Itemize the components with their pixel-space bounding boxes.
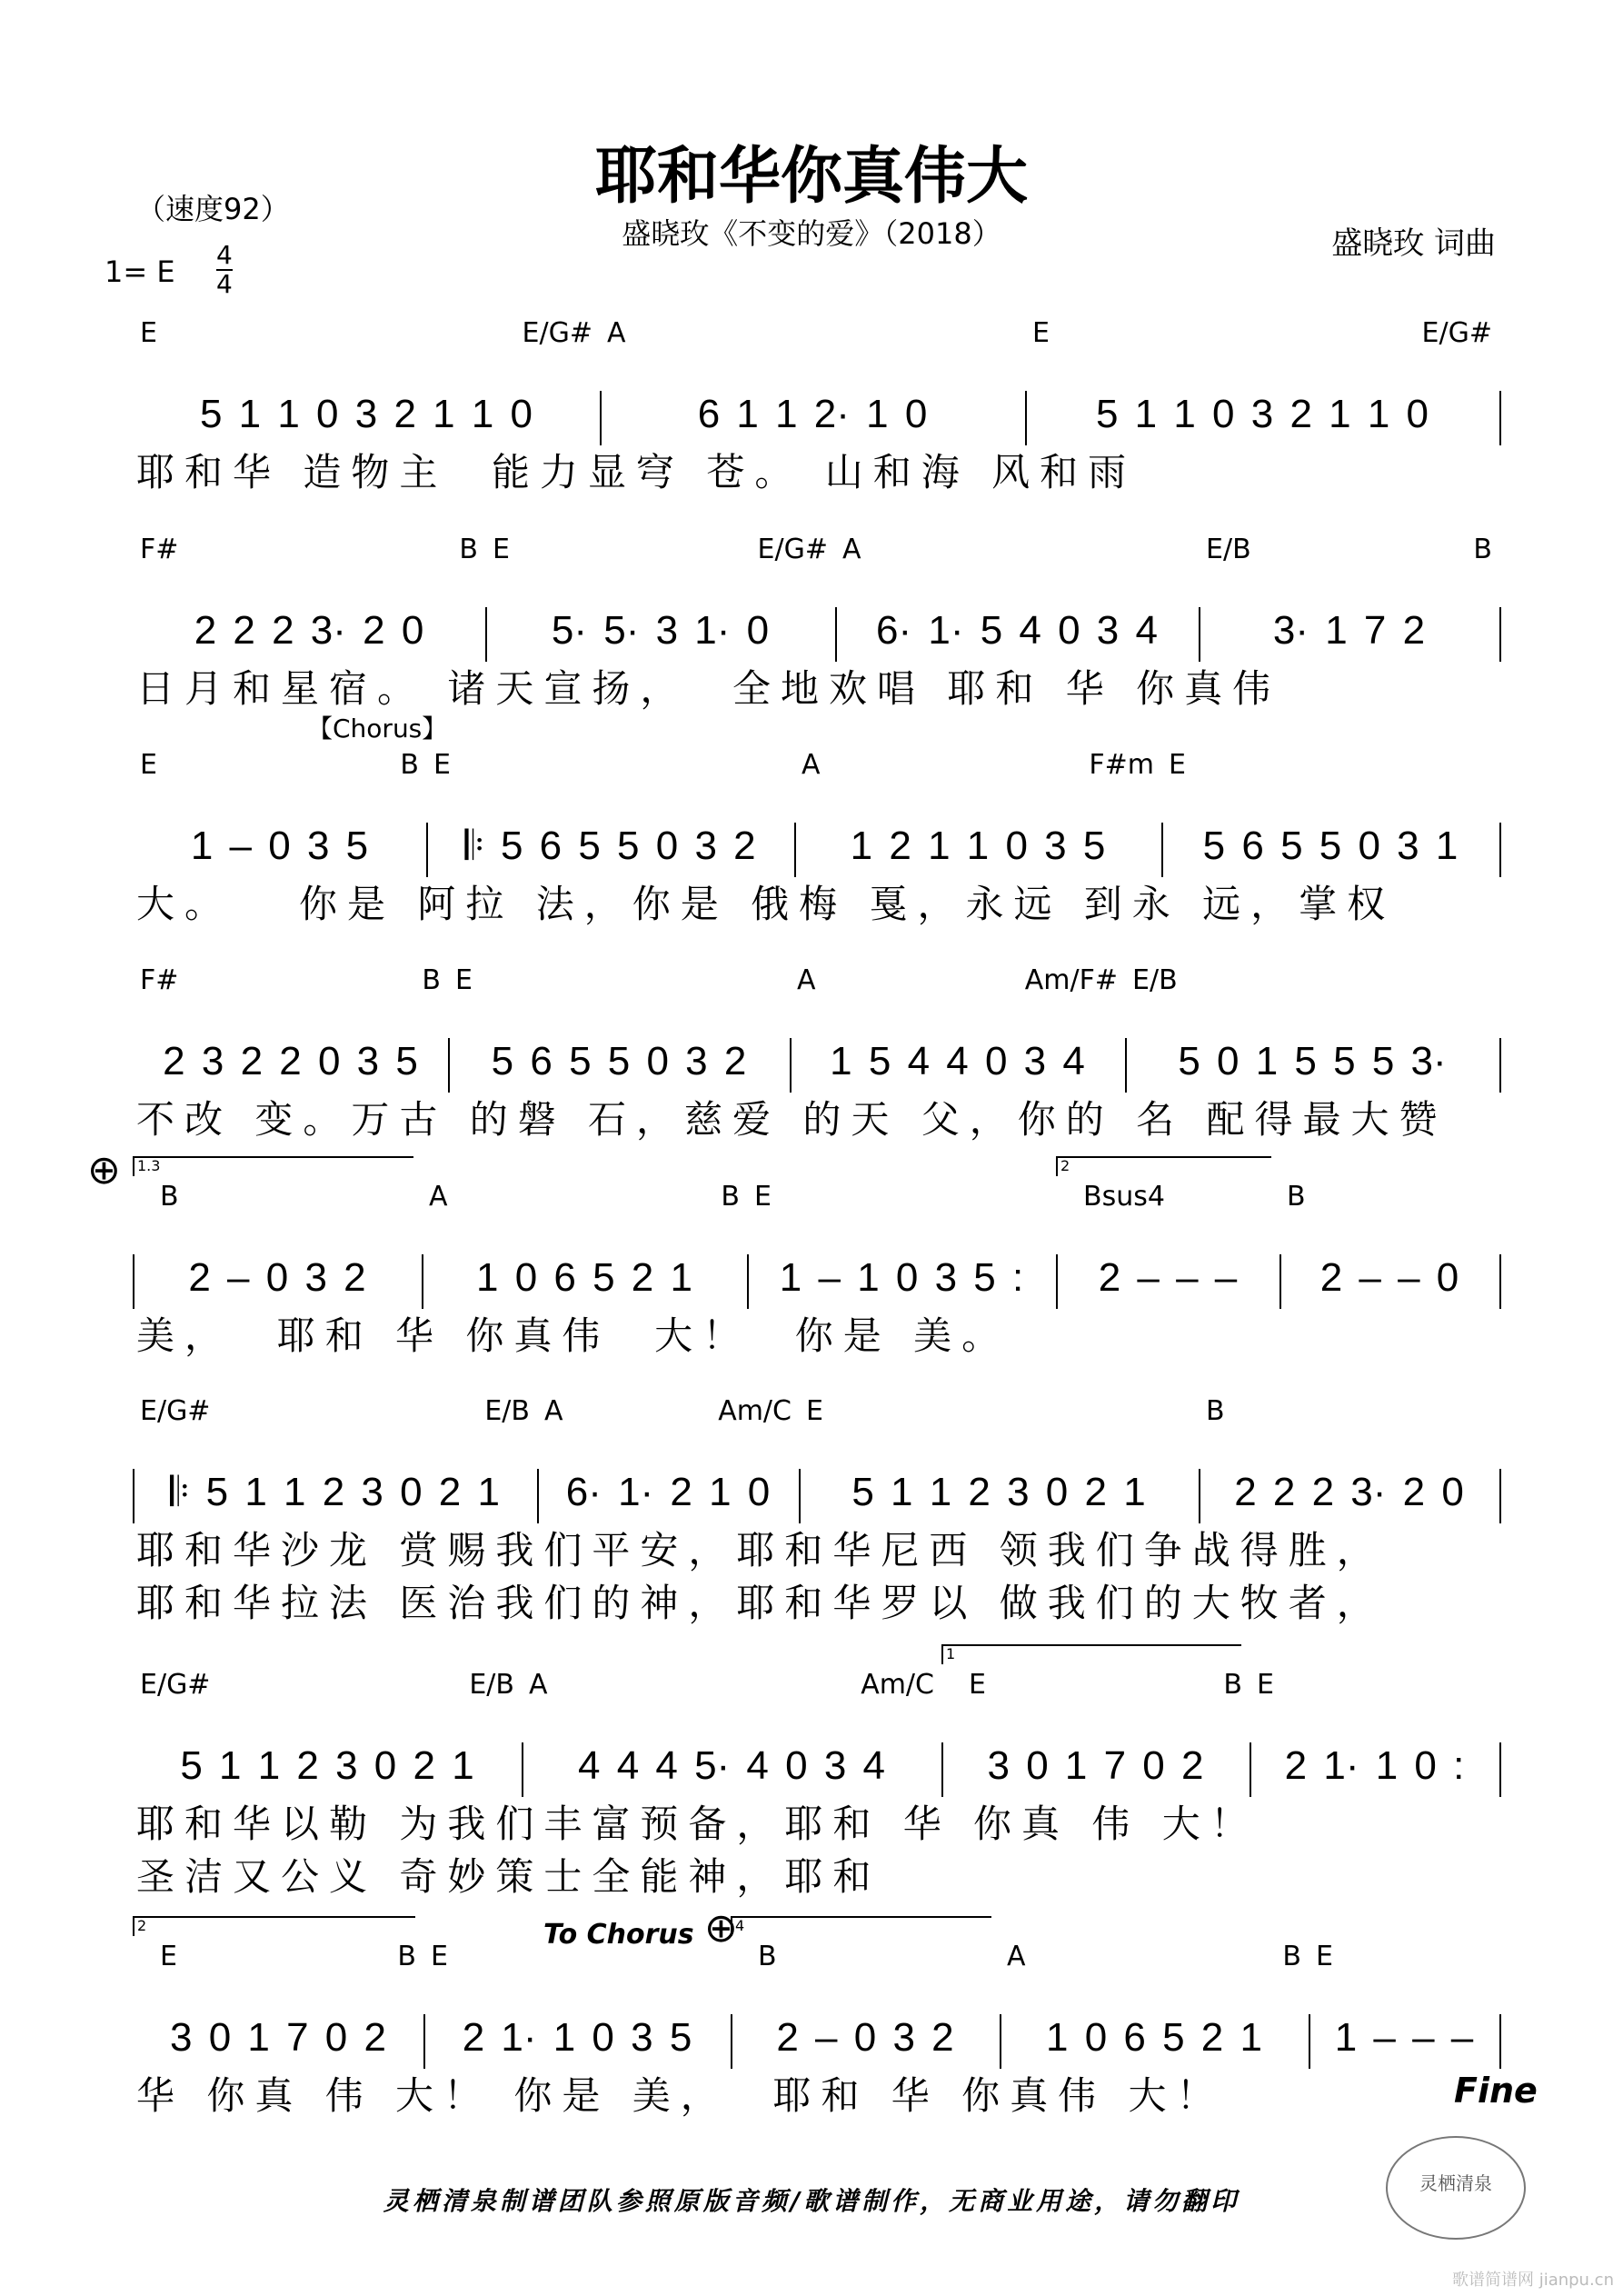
note-sequence: 5 6 5 5 0 3 2 — [491, 1039, 747, 1083]
chord-symbol: A — [607, 317, 626, 349]
chord-symbol: E/G# — [1421, 317, 1492, 349]
note-sequence: 6· 1· 5 4 0 3 4 — [876, 608, 1158, 653]
measure — [747, 1181, 1056, 1300]
measure — [537, 1395, 799, 1514]
chord-symbol: B — [1206, 1395, 1225, 1427]
chord-symbol: E/B — [1132, 964, 1178, 996]
lyric-line: 美， 耶和 华 你真伟 大！ 你是 美。 — [136, 1313, 1011, 1358]
barline — [794, 823, 796, 877]
measure — [799, 1395, 1199, 1514]
chord-symbol: Am/F# — [1024, 964, 1118, 996]
composer-credit: 盛晓玫 词曲 — [1331, 225, 1496, 262]
measure — [133, 534, 485, 653]
chord-row — [433, 750, 787, 781]
note-sequence: 3 0 1 7 0 2 — [987, 1743, 1204, 1788]
chord-symbol: B — [422, 964, 441, 996]
barline — [1199, 1469, 1200, 1523]
chord-row — [969, 1670, 1242, 1701]
lyric-line: 耶和华 造物主 能力显穹 苍。 山和海 风和雨 — [136, 450, 1137, 494]
lyric-line: 华 你真 伟 大！ 你是 美， 耶和 华 你真伟 大！ — [136, 2073, 1225, 2118]
barline — [790, 1038, 792, 1093]
chord-row — [140, 1670, 514, 1701]
chord-symbol: E — [140, 317, 157, 349]
lyric-line: 不改 变。万古 的磐 石，慈爱 的天 父，你的 名 配得最大赞 — [136, 1097, 1448, 1142]
barline — [1000, 2014, 1001, 2069]
chord-symbol: A — [1007, 1941, 1026, 1972]
barline — [426, 823, 428, 877]
measure — [522, 1669, 941, 1788]
chord-symbol: E — [140, 749, 157, 781]
note-sequence: 5 1 1 0 3 2 1 1 0 — [199, 392, 533, 436]
chord-row — [1132, 965, 1492, 996]
measure — [794, 749, 1161, 868]
measure — [1000, 1941, 1309, 2060]
barline — [747, 1254, 749, 1309]
chord-row — [842, 534, 1191, 565]
chord-symbol: A — [797, 964, 816, 996]
chord-row — [802, 750, 1154, 781]
barline — [422, 1254, 423, 1309]
chord-symbol: E — [806, 1395, 823, 1427]
volta-bracket: 2 — [1056, 1156, 1271, 1176]
chord-row — [140, 318, 592, 349]
barline — [1499, 2014, 1501, 2069]
chord-symbol: E/G# — [522, 317, 592, 349]
barline — [731, 2014, 732, 2069]
lyric-line: 圣洁又公义 奇妙策士全能神，耶和 — [136, 1854, 881, 1899]
note-sequence: 5· 5· 3 1· 0 — [551, 608, 770, 653]
volta-bracket: 4 — [731, 1916, 991, 1936]
chord-row — [544, 1396, 792, 1427]
chord-symbol: E/G# — [140, 1395, 211, 1427]
measure — [133, 964, 448, 1083]
note-sequence: 1 5 4 4 0 3 4 — [830, 1039, 1085, 1083]
footer-notice: 灵栖清泉制谱团队参照原版音频/歌谱制作，无商业用途，请勿翻印 — [383, 2186, 1240, 2216]
note-sequence: 2 3 2 2 0 3 5 — [163, 1039, 418, 1083]
barline — [1499, 1469, 1501, 1523]
chord-symbol: F# — [140, 964, 179, 996]
chord-symbol: B — [1282, 1941, 1301, 1972]
note-sequence: 𝄆 5 6 5 5 0 3 2 — [464, 824, 756, 868]
barline — [835, 607, 837, 662]
time-signature — [216, 242, 233, 298]
chord-symbol: B — [459, 534, 478, 565]
measure — [1161, 749, 1499, 868]
measure — [731, 1917, 1000, 2060]
volta-bracket: 1.3 — [133, 1156, 413, 1176]
note-sequence: 5 0 1 5 5 5 3· — [1178, 1039, 1447, 1083]
barline — [1125, 1038, 1127, 1093]
measure — [790, 964, 1125, 1083]
volta-bracket: 1 — [941, 1644, 1241, 1664]
barline — [1499, 607, 1501, 662]
chord-row — [1007, 1942, 1301, 1972]
time-bottom: 4 — [216, 269, 233, 299]
measure — [600, 317, 1025, 436]
measure — [1199, 534, 1499, 653]
measure — [1125, 964, 1499, 1083]
barline — [1499, 1742, 1501, 1797]
chord-row — [1206, 1396, 1492, 1427]
chord-symbol: B — [721, 1181, 740, 1213]
song-title: 耶和华你真伟大 — [594, 141, 1028, 213]
note-sequence: 5 1 1 2 3 0 2 1 — [851, 1470, 1146, 1514]
note-sequence: 1 0 6 5 2 1 — [1046, 2015, 1262, 2060]
barline — [600, 391, 602, 445]
note-sequence: 2 2 2 3· 2 0 — [1234, 1470, 1464, 1514]
chord-symbol: A — [529, 1669, 548, 1701]
chord-symbol: F# — [140, 534, 179, 565]
coda-icon: ⊕ — [704, 1905, 738, 1952]
lyric-line: 耶和华沙龙 赏赐我们平安，耶和华尼西 领我们争战得胜， — [136, 1528, 1385, 1572]
barline — [799, 1469, 801, 1523]
chord-row — [797, 965, 1118, 996]
note-sequence: 1 0 6 5 2 1 — [476, 1255, 692, 1300]
measure — [133, 317, 600, 436]
chord-symbol: B — [1287, 1181, 1306, 1213]
album-subtitle: 盛晓玫《不变的爱》（2018） — [622, 216, 1001, 251]
barline — [1161, 823, 1163, 877]
chord-row — [806, 1396, 1191, 1427]
chord-row — [1169, 750, 1492, 781]
lyric-line: 日月和星宿。 诸天宣扬， 全地欢唱 耶和 华 你真伟 — [136, 666, 1281, 711]
chord-row — [1032, 318, 1492, 349]
note-sequence: 1 – 1 0 3 5 : — [779, 1255, 1024, 1300]
measure — [133, 1395, 537, 1514]
measure — [133, 1917, 423, 2060]
chord-symbol: A — [544, 1395, 563, 1427]
barline — [941, 1742, 943, 1797]
measure — [1309, 1941, 1499, 2060]
measure — [835, 534, 1199, 653]
note-sequence: 2 – 0 3 2 — [776, 2015, 954, 2060]
measure — [423, 1941, 731, 2060]
chord-symbol: E — [1032, 317, 1050, 349]
chord-row — [1287, 1182, 1492, 1213]
volta-bracket: 2 — [133, 1916, 415, 1936]
measure — [133, 1669, 522, 1788]
chord-symbol: E — [431, 1941, 448, 1972]
chord-row — [160, 1942, 416, 1972]
chord-row — [140, 965, 441, 996]
chord-row — [140, 1396, 530, 1427]
chord-row — [160, 1182, 414, 1213]
chord-symbol: E/G# — [757, 534, 828, 565]
barline — [1199, 607, 1200, 662]
lyric-line: 耶和华以勒 为我们丰富预备，耶和 华 你真 伟 大！ — [136, 1802, 1259, 1846]
chord-symbol: E — [160, 1941, 177, 1972]
barline — [1309, 2014, 1310, 2069]
coda-icon: ⊕ — [87, 1147, 121, 1193]
chord-row — [140, 534, 478, 565]
note-sequence: 6· 1· 2 1 0 — [565, 1470, 771, 1514]
chord-symbol: Bsus4 — [1083, 1181, 1165, 1213]
barline — [522, 1742, 523, 1797]
chord-symbol: E — [1257, 1669, 1274, 1701]
note-sequence: 5 1 1 0 3 2 1 1 0 — [1095, 392, 1429, 436]
measure — [133, 749, 426, 868]
to-chorus-label: To Chorus — [543, 1919, 694, 1951]
chord-row — [754, 1182, 1049, 1213]
note-sequence: 2 – – 0 — [1319, 1255, 1459, 1300]
chord-symbol: B — [400, 749, 419, 781]
note-sequence: 1 – – – — [1334, 2015, 1474, 2060]
chord-symbol: E/B — [484, 1395, 530, 1427]
note-sequence: 3 0 1 7 0 2 — [170, 2015, 386, 2060]
note-sequence: 1 2 1 1 0 3 5 — [850, 824, 1106, 868]
time-top: 4 — [216, 240, 233, 270]
chord-symbol: E — [433, 749, 451, 781]
note-sequence: 1 – 0 3 5 — [190, 824, 369, 868]
chord-symbol: E — [969, 1669, 986, 1701]
barline — [133, 1469, 134, 1523]
chord-row — [607, 318, 1018, 349]
tempo-marking: （速度92） — [136, 192, 290, 226]
note-sequence: 2 – – – — [1098, 1255, 1238, 1300]
barline — [1025, 391, 1027, 445]
chord-symbol: E/G# — [140, 1669, 211, 1701]
chord-symbol: A — [429, 1181, 448, 1213]
chord-symbol: F#m — [1089, 749, 1154, 781]
barline — [133, 1254, 134, 1309]
barline — [1499, 1254, 1501, 1309]
barline — [485, 607, 487, 662]
chord-symbol: E/B — [1206, 534, 1251, 565]
chord-row — [1083, 1182, 1272, 1213]
lyric-line: 耶和华拉法 医治我们的神，耶和华罗以 做我们的大牧者， — [136, 1581, 1385, 1625]
chord-symbol: Am/C — [718, 1395, 792, 1427]
note-sequence: 3· 1 7 2 — [1272, 608, 1426, 653]
chord-symbol: E/B — [469, 1669, 514, 1701]
chord-row — [1206, 534, 1492, 565]
measure — [1250, 1669, 1499, 1788]
note-sequence: 2 – 0 3 2 — [188, 1255, 366, 1300]
measure — [1199, 1395, 1499, 1514]
measure — [133, 1157, 422, 1300]
note-sequence: 4 4 4 5· 4 0 3 4 — [578, 1743, 885, 1788]
barline — [1056, 1254, 1058, 1309]
chord-row — [1257, 1670, 1492, 1701]
measure — [1056, 1157, 1279, 1300]
note-sequence: 2 1· 1 0 : — [1284, 1743, 1465, 1788]
chord-row — [758, 1942, 992, 1972]
chord-symbol: E — [754, 1181, 772, 1213]
chord-row — [455, 965, 782, 996]
barline — [1250, 1742, 1251, 1797]
chord-symbol: B — [1223, 1669, 1242, 1701]
chord-symbol: B — [758, 1941, 777, 1972]
measure — [1025, 317, 1499, 436]
barline — [1499, 823, 1501, 877]
key-signature: 1= E — [105, 255, 175, 289]
chorus-label: 【Chorus】 — [307, 714, 448, 744]
measure — [426, 749, 794, 868]
fine-label: Fine — [1454, 2071, 1538, 2111]
chord-symbol: Am/C — [861, 1669, 934, 1701]
barline — [537, 1469, 539, 1523]
note-sequence: 5 1 1 2 3 0 2 1 — [180, 1743, 474, 1788]
measure — [485, 534, 835, 653]
barline — [1499, 391, 1501, 445]
site-watermark: 歌谱简谱网 jianpu.cn — [1451, 2271, 1614, 2290]
measure — [1279, 1181, 1499, 1300]
logo: 灵栖清泉 — [1386, 2136, 1526, 2240]
chord-symbol: B — [160, 1181, 179, 1213]
barline — [448, 1038, 450, 1093]
barline — [1279, 1254, 1281, 1309]
chord-row — [140, 750, 419, 781]
chord-row — [493, 534, 828, 565]
note-sequence: 5 6 5 5 0 3 1 — [1202, 824, 1459, 868]
note-sequence: 2 2 2 3· 2 0 — [194, 608, 424, 653]
barline — [423, 2014, 425, 2069]
note-sequence: 6 1 1 2· 1 0 — [697, 392, 928, 436]
chord-symbol: B — [1473, 534, 1492, 565]
chord-symbol: E — [455, 964, 473, 996]
barline — [1499, 1038, 1501, 1093]
chord-symbol: A — [842, 534, 861, 565]
chord-symbol: E — [493, 534, 510, 565]
chord-symbol: A — [802, 749, 821, 781]
lyric-line: 大。 你是 阿拉 法，你是 俄梅 戛，永远 到永 远，掌权 — [136, 882, 1396, 926]
chord-row — [529, 1670, 934, 1701]
chord-symbol: B — [397, 1941, 416, 1972]
chord-symbol: E — [1169, 749, 1186, 781]
note-sequence: 2 1· 1 0 3 5 — [462, 2015, 692, 2060]
chord-row — [1316, 1942, 1492, 1972]
note-sequence: 𝄆 5 1 1 2 3 0 2 1 — [170, 1470, 500, 1514]
measure — [448, 964, 790, 1083]
measure — [941, 1645, 1250, 1788]
chord-symbol: E — [1316, 1941, 1333, 1972]
measure — [422, 1181, 747, 1300]
chord-row — [429, 1182, 740, 1213]
